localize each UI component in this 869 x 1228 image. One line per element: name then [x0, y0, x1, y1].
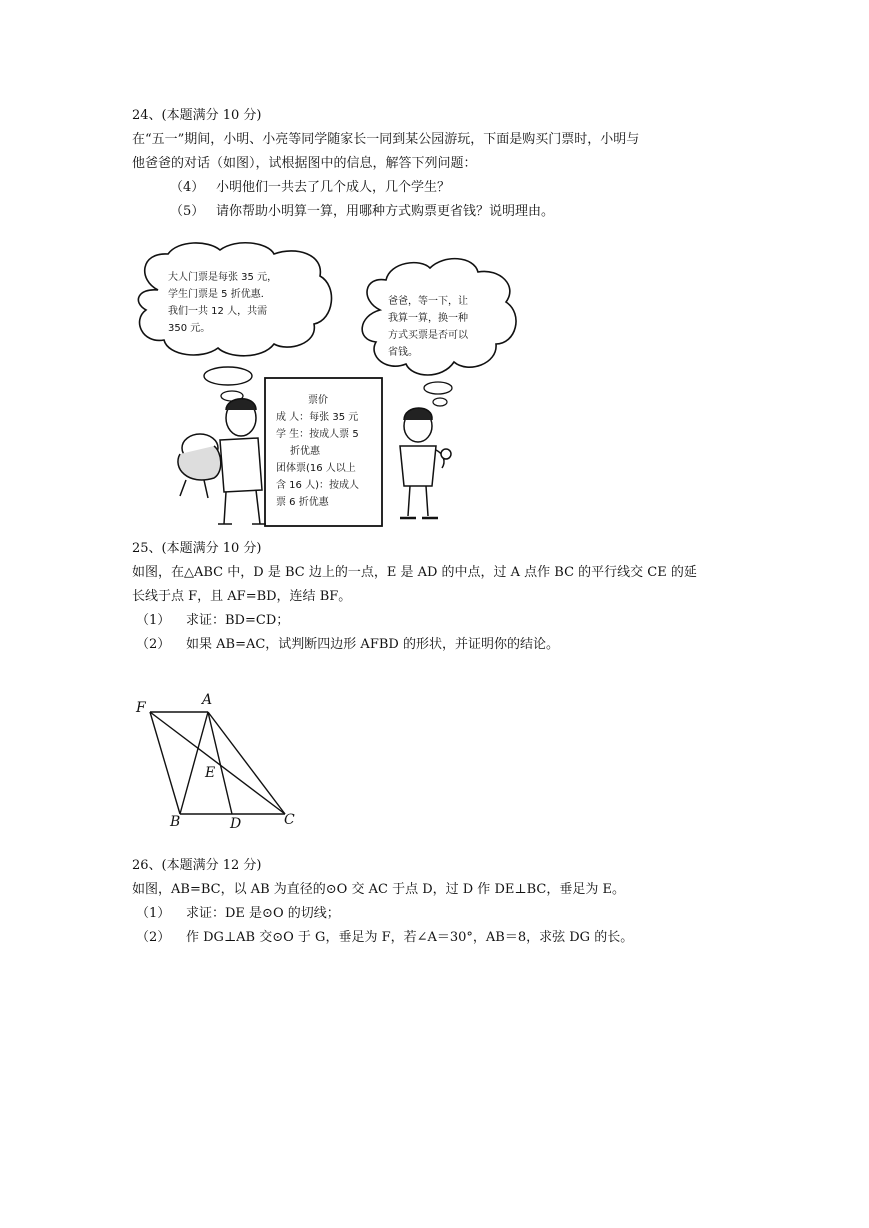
right-bubble-line-2: 我算一算，换一种 [388, 313, 468, 324]
price-board-line-4: 团体票(16 人以上 [276, 463, 356, 474]
q26-item1-text: 求证：DE 是⊙O 的切线； [186, 906, 340, 921]
right-thought-bubble-2 [433, 398, 447, 406]
left-bubble-line-3: 我们一共 12 人，共需 [168, 306, 268, 317]
q25-text-line2: 长线于点 F，且 AF=BD，连结 BF。 [132, 589, 352, 604]
left-thought-bubble-1 [204, 367, 252, 385]
price-board-line-3: 折优惠 [290, 446, 320, 457]
q24-item1-text: 小明他们一共去了几个成人，几个学生？ [216, 180, 451, 195]
q24-item1-number: （4） [170, 180, 205, 195]
q25-item1-number: （1） [136, 613, 171, 628]
price-board-line-6: 票 6 折优惠 [276, 497, 329, 508]
point-label-E: E [205, 765, 216, 781]
point-label-A: A [202, 692, 213, 708]
q24-item2-number: （5） [170, 204, 205, 219]
right-thought-bubble-1 [424, 382, 452, 394]
q25-item2-number: （2） [136, 637, 171, 652]
segment-FB [150, 712, 180, 814]
q24-text-line1: 在“五一”期间，小明、小亮等同学随家长一同到某公园游玩，下面是购买门票时，小明与 [132, 132, 640, 147]
segment-AB [180, 712, 208, 814]
q24-item2-text: 请你帮助小明算一算，用哪种方式购票更省钱？说明理由。 [216, 204, 555, 219]
q26-item2-text: 作 DG⊥AB 交⊙O 于 G，垂足为 F，若∠A＝30°，AB＝8，求弦 DG 的长。 [186, 930, 634, 945]
q25-heading: 25、(本题满分 10 分) [132, 541, 262, 556]
q26-item2-number: （2） [136, 930, 171, 945]
left-bubble-line-4: 350 元。 [168, 323, 211, 334]
q26-heading: 26、(本题满分 12 分) [132, 858, 262, 873]
q24-heading: 24、(本题满分 10 分) [132, 108, 262, 123]
price-board-line-1: 成 人：每张 35 元 [276, 412, 359, 423]
price-board-line-2: 学 生：按成人票 5 [276, 429, 359, 440]
right-bubble-line-3: 方式买票是否可以 [388, 330, 468, 341]
left-bubble-line-2: 学生门票是 5 折优惠． [168, 289, 271, 300]
q26-text-line1: 如图，AB=BC，以 AB 为直径的⊙O 交 AC 于点 D，过 D 作 DE⊥BC，垂足为 E。 [132, 882, 625, 897]
right-bubble-line-4: 省钱。 [388, 347, 418, 358]
father-figure [178, 399, 266, 524]
q24-text-line2: 他爸爸的对话（如图），试根据图中的信息，解答下列问题： [132, 156, 477, 171]
point-label-B: B [170, 814, 181, 830]
price-board-title: 票价 [308, 395, 328, 406]
left-bubble-line-1: 大人门票是每张 35 元， [168, 272, 278, 283]
point-label-C: C [284, 812, 295, 828]
segment-FC [150, 712, 285, 814]
point-label-F: F [136, 700, 146, 716]
right-bubble-line-1: 爸爸，等一下，让 [388, 296, 468, 307]
point-label-D: D [230, 816, 242, 832]
price-board-line-5: 含 16 人)：按成人 [276, 480, 359, 491]
q26-item1-number: （1） [136, 906, 171, 921]
boy-figure [400, 408, 451, 518]
q25-item1-text: 求证：BD=CD； [186, 613, 290, 628]
q25-text-line1: 如图，在△ABC 中，D 是 BC 边上的一点，E 是 AD 的中点，过 A 点作 BC 的平行线交 CE 的延 [132, 565, 697, 580]
q25-geometry-figure [130, 690, 310, 830]
q25-item2-text: 如果 AB=AC，试判断四边形 AFBD 的形状，并证明你的结论。 [186, 637, 559, 652]
